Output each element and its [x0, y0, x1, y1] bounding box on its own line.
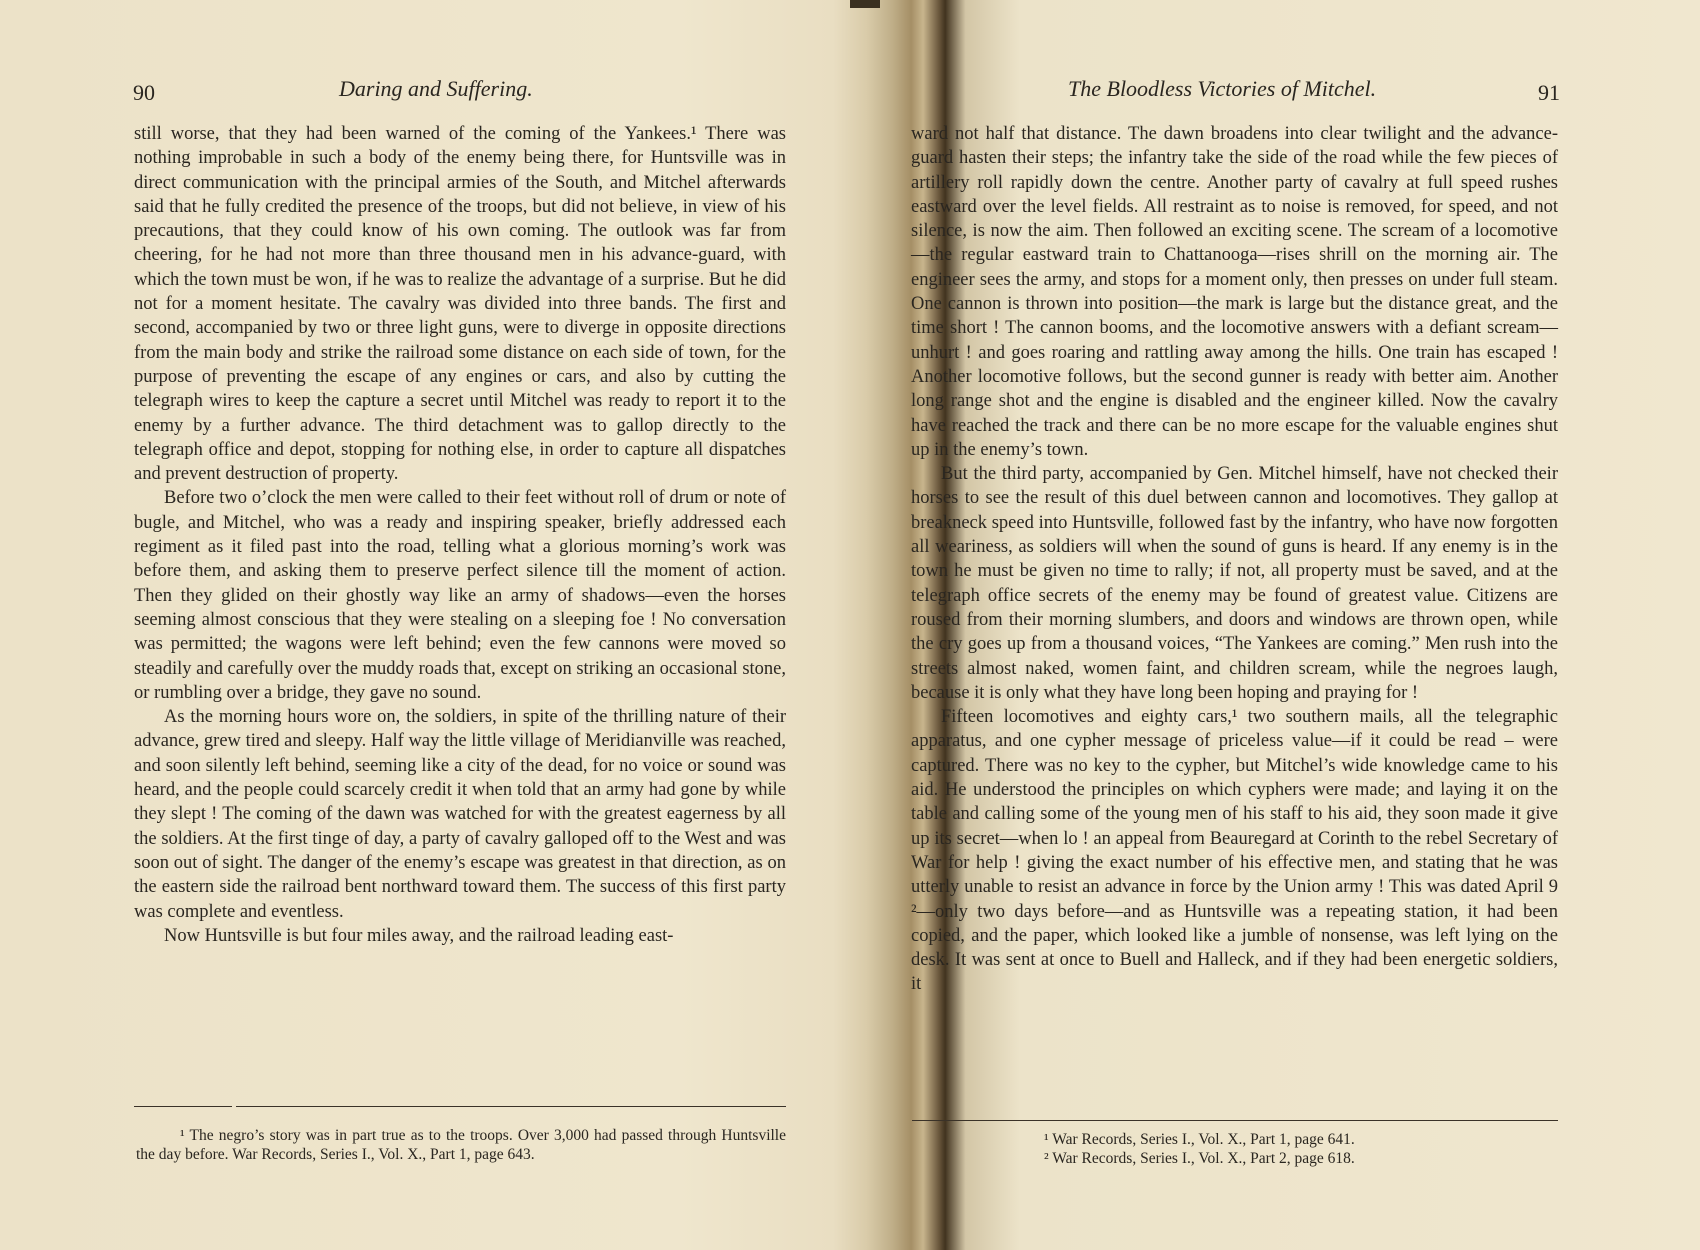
right-footnotes — [1044, 1130, 1544, 1168]
paragraph: Fifteen locomotives and eighty cars,¹ two southern mails, all the telegraphic apparatus, and one cypher message of priceless value—if it could be read – were captured. There was no key to the cypher, but Mitchel’s wide knowledge came to his aid. He understood the principles on which cyphers were made; and laying it on the table and calling some of the young men of his staff to his aid, they soon made it give up its secret—when lo ! an appeal from Beauregard at Corinth to the rebel Secretary of War for help ! giving the exact number of his effective men, and stating that he was utterly unable to resist an advance in force by the Union army ! This was dated April 9 ²—only two days before—and as Huntsville was a repeating station, it had been copied, and the paper, which looked like a jumble of nonsense, was left lying on the desk. It was sent at once to Buell and Halleck, and if they had been energetic soldiers, it — [911, 707, 1558, 995]
paragraph: still worse, that they had been warned of the coming of the Yankees.¹ There was nothing improbable in such a body of the enemy being there, for Huntsville was in direct communication with the principal armies of the South, and Mitchel afterwards said that he fully credited the presence of the troops, but did not believe, in view of his precautions, that they could know of his own coming. The outlook was far from cheering, for he had not more than three thousand men in his advance-guard, with which the town must be won, if he was to realize the advantage of a surprise. But he did not for a moment hesitate. The cavalry was divided into three bands. The first and second, accompanied by two or three light guns, were to diverge in opposite directions from the main body and strike the railroad some distance on each side of town, for the purpose of preventing the escape of any engines or cars, and also by cutting the telegraph wires to keep the capture a secret until Mitchel was ready to report it to the enemy by a further advance. The third detachment was to gallop directly to the telegraph office and depot, stopping for nothing else, in order to capture all dispatches and prevent destruction of property. — [134, 124, 786, 485]
right-body-text — [911, 122, 1558, 997]
binding-edge — [850, 0, 880, 8]
left-page-number: 90 — [133, 80, 155, 105]
footnote: ¹ War Records, Series I., Vol. X., Part 1, page 641. — [1044, 1131, 1355, 1148]
paragraph: Before two o’clock the men were called to their feet without roll of drum or note of bugle, and Mitchel, who was a ready and inspiring speaker, briefly addressed each regiment as it filed past into the road, telling what a glorious morning’s work was before them, and asking them to preserve perfect silence till the moment of action. Then they glided on their ghostly way like an army of shadows—even the horses seeming almost conscious that they were stealing on a sleeping foe ! No conversation was permitted; the wagons were left behind; even the few cannons were moved so steadily and carefully over the muddy roads that, except on striking an occasional stone, or rumbling over a bridge, they gave no sound. — [134, 488, 786, 703]
left-footnotes — [136, 1126, 786, 1164]
paragraph: As the morning hours wore on, the soldiers, in spite of the thrilling nature of their advance, grew tired and sleepy. Half way the little village of Meridianville was reached, and soon silently left behind, seeming like a city of the dead, for no voice or sound was heard, and the people could scarcely credit it when told that an army had gone by while they slept ! The coming of the dawn was watched for with the greatest eagerness by all the soldiers. At the first tinge of day, a party of cavalry galloped off to the West and was soon out of sight. The danger of the enemy’s escape was greatest in that direction, as on the eastern side the railroad bent northward toward them. The success of this first party was complete and eventless. — [134, 707, 786, 922]
paragraph: Now Huntsville is but four miles away, and the railroad leading east- — [164, 925, 674, 946]
footnote-rule-extension — [236, 1106, 786, 1107]
right-running-title: The Bloodless Victories of Mitchel. — [1068, 76, 1377, 101]
footnote-rule — [912, 1120, 1558, 1121]
right-page-number: 91 — [1538, 80, 1560, 105]
paragraph: But the third party, accompanied by Gen. Mitchel himself, have not checked their horses to see the result of this duel between cannon and locomotives. They gallop at breakneck speed into Huntsville, followed fast by the infantry, who have now forgotten all weariness, as soldiers will when the sound of guns is heard. If any enemy is in the town he must be given no time to rally; if not, all property must be saved, and at the telegraph office secrets of the enemy may be found of greatest value. Citizens are roused from their morning slumbers, and doors and windows are thrown open, while the cry goes up from a thousand voices, “The Yankees are coming.” Men rush into the streets almost naked, women faint, and children scream, while the negroes laugh, because it is only what they have long been hoping and praying for ! — [911, 464, 1558, 703]
left-body-text — [134, 122, 786, 948]
footnote: ¹ The negro’s story was in part true as to the troops. Over 3,000 had passed through Huntsville the day before. War Records, Series I., Vol. X., Part 1, page 643. — [136, 1127, 786, 1163]
left-running-title: Daring and Suffering. — [339, 76, 533, 101]
paragraph: ward not half that distance. The dawn broadens into clear twilight and the advance-guard hasten their steps; the infantry take the side of the road while the few pieces of artillery roll rapidly down the centre. Another party of cavalry at full speed rushes eastward over the level fields. All restraint as to noise is removed, for speed, and not silence, is now the aim. Then followed an exciting scene. The scream of a locomotive —the regular eastward train to Chattanooga—rises shrill on the morning air. The engineer sees the army, and stops for a moment only, then presses on under full steam. One cannon is thrown into position—the mark is large but the distance great, and the time short ! The cannon booms, and the locomotive answers with a defiant scream—unhurt ! and goes roaring and rattling away among the hills. One train has escaped ! Another locomotive follows, but the second gunner is ready with better aim. Another long range shot and the engine is disabled and the engineer killed. Now the cavalry have reached the track and there can be no more escape for the valuable engines shut up in the enemy’s town. — [911, 124, 1558, 460]
footnote: ² War Records, Series I., Vol. X., Part 2, page 618. — [1044, 1150, 1355, 1167]
footnote-rule — [134, 1106, 232, 1107]
